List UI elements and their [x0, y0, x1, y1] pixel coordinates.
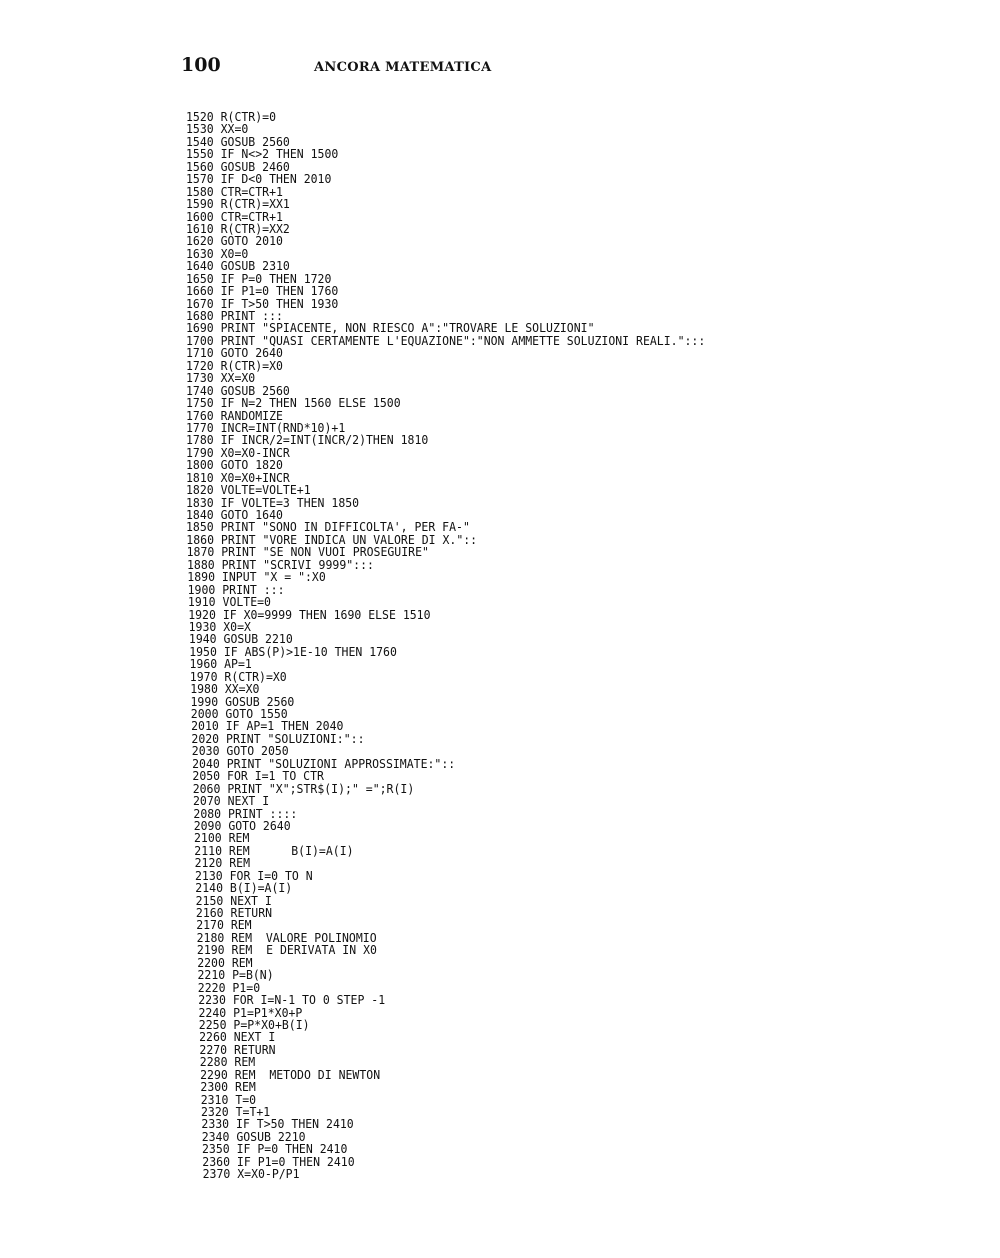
code-line: 2320 T=T+1 — [201, 1104, 271, 1119]
code-line: 2000 GOTO 1550 — [190, 706, 288, 721]
code-line: 2360 IF P1=0 THEN 2410 — [202, 1153, 355, 1169]
code-line: 2010 IF AP=1 THEN 2040 — [191, 718, 344, 734]
code-line: 1890 INPUT "X = ":X0 — [187, 569, 326, 585]
running-head: ANCORA MATEMATICA — [314, 60, 492, 75]
code-line: 1620 GOTO 2010 — [186, 233, 283, 249]
code-line: 1540 GOSUB 2560 — [186, 133, 290, 149]
code-line: 2020 PRINT "SOLUZIONI:":: — [191, 730, 365, 746]
code-line: 2190 REM E DERIVATA IN X0 — [196, 942, 377, 958]
code-line: 1990 GOSUB 2560 — [190, 693, 295, 709]
code-line: 2340 GOSUB 2210 — [201, 1128, 306, 1144]
code-line: 2230 FOR I=N-1 TO 0 STEP -1 — [198, 992, 386, 1008]
code-line: 2070 NEXT I — [193, 793, 270, 809]
code-line: 1830 IF VOLTE=3 THEN 1850 — [186, 494, 360, 510]
code-line: 1980 XX=X0 — [190, 681, 260, 697]
code-line: 2220 P1=0 — [197, 979, 261, 995]
code-line: 2100 REM — [194, 830, 250, 846]
code-line: 1550 IF N<>2 THEN 1500 — [186, 146, 339, 162]
code-line: 2350 IF P=0 THEN 2410 — [202, 1141, 348, 1157]
code-line: 2210 P=B(N) — [197, 967, 274, 983]
code-line: 2030 GOTO 2050 — [191, 743, 289, 759]
code-line: 2110 REM B(I)=A(I) — [194, 842, 354, 858]
code-line: 1930 X0=X — [188, 618, 251, 634]
code-line: 2120 REM — [194, 855, 251, 871]
code-line: 1560 GOSUB 2460 — [186, 158, 290, 174]
code-listing — [186, 111, 750, 1181]
code-line: 1660 IF P1=0 THEN 1760 — [186, 283, 339, 299]
code-line: 1730 XX=X0 — [186, 370, 256, 386]
code-line: 1820 VOLTE=VOLTE+1 — [186, 482, 311, 498]
code-line: 1950 IF ABS(P)>1E-10 THEN 1760 — [189, 643, 397, 659]
code-line: 2040 PRINT "SOLUZIONI APPROSSIMATE:":: — [192, 755, 456, 771]
code-line: 2330 IF T>50 THEN 2410 — [201, 1116, 354, 1132]
code-line: 2050 FOR I=1 TO CTR — [192, 768, 324, 784]
code-line: 1740 GOSUB 2560 — [186, 382, 290, 398]
code-line: 1960 AP=1 — [189, 656, 252, 672]
code-line: 2270 RETURN — [199, 1041, 276, 1057]
code-line: 1870 PRINT "SE NON VUOI PROSEGUIRE" — [186, 544, 429, 560]
code-line: 1710 GOTO 2640 — [186, 345, 283, 361]
code-line: 1940 GOSUB 2210 — [188, 631, 293, 647]
code-line: 2250 P=P*X0+B(I) — [198, 1016, 310, 1032]
code-line: 1640 GOSUB 2310 — [186, 258, 290, 274]
code-line: 1880 PRINT "SCRIVI 9999"::: — [187, 556, 374, 572]
code-line: 2200 REM — [197, 954, 253, 970]
code-line: 1920 IF X0=9999 THEN 1690 ELSE 1510 — [188, 606, 431, 622]
code-line: 1900 PRINT ::: — [187, 581, 285, 597]
code-line: 1570 IF D<0 THEN 2010 — [186, 171, 332, 187]
code-line: 1600 CTR=CTR+1 — [186, 208, 283, 224]
code-line: 1630 X0=0 — [186, 245, 249, 261]
code-line: 2290 REM METODO DI NEWTON — [200, 1066, 381, 1082]
code-line: 1970 R(CTR)=X0 — [189, 668, 287, 684]
code-line: 1850 PRINT "SONO IN DIFFICOLTA', PER FA-" — [186, 519, 470, 535]
code-line: 1780 IF INCR/2=INT(INCR/2)THEN 1810 — [186, 432, 429, 448]
code-line: 1760 RANDOMIZE — [186, 407, 283, 423]
code-line: 1800 GOTO 1820 — [186, 457, 283, 473]
code-line: 1680 PRINT ::: — [186, 308, 283, 323]
code-line: 2060 PRINT "X";STR$(I);" =";R(I) — [192, 780, 415, 796]
code-line: 1670 IF T>50 THEN 1930 — [186, 295, 339, 311]
code-line: 1750 IF N=2 THEN 1560 ELSE 1500 — [186, 395, 401, 411]
code-line: 2140 B(I)=A(I) — [195, 880, 293, 896]
code-line: 1650 IF P=0 THEN 1720 — [186, 270, 332, 286]
code-line: 2160 RETURN — [195, 905, 273, 920]
code-line: 1840 GOTO 1640 — [186, 507, 283, 522]
code-line: 2260 NEXT I — [199, 1029, 276, 1045]
code-line: 1860 PRINT "VORE INDICA UN VALORE DI X.":: — [186, 531, 478, 547]
code-line: 2370 X=X0-P/P1 — [202, 1166, 300, 1182]
code-line: 1530 XX=0 — [186, 121, 249, 137]
code-line: 2180 REM VALORE POLINOMIO — [196, 929, 377, 945]
code-line: 1910 VOLTE=0 — [187, 594, 271, 610]
code-line: 1580 CTR=CTR+1 — [186, 183, 283, 199]
code-line: 2240 P1=P1*X0+P — [198, 1004, 303, 1020]
code-line: 1700 PRINT "QUASI CERTAMENTE L'EQUAZIONE":"NON AMMETTE SOLUZIONI REALI."::: — [186, 332, 706, 348]
code-line: 2310 T=0 — [200, 1091, 257, 1107]
code-line: 2150 NEXT I — [195, 892, 272, 908]
code-line: 2090 GOTO 2640 — [193, 817, 291, 833]
code-line: 1590 R(CTR)=XX1 — [186, 196, 290, 212]
code-line: 1690 PRINT "SPIACENTE, NON RIESCO A":"TROVARE LE SOLUZIONI" — [186, 320, 595, 336]
code-line: 2280 REM — [199, 1054, 256, 1070]
code-line: 1610 R(CTR)=XX2 — [186, 220, 290, 236]
code-line: 1520 R(CTR)=0 — [186, 109, 277, 124]
code-line: 2080 PRINT :::: — [193, 805, 298, 821]
code-line: 2300 REM — [200, 1079, 256, 1095]
code-line: 2130 FOR I=0 TO N — [195, 867, 313, 883]
code-line: 1720 R(CTR)=X0 — [186, 357, 283, 373]
code-line: 1790 X0=X0-INCR — [186, 444, 290, 460]
code-line: 2170 REM — [196, 917, 252, 933]
code-line: 1810 X0=X0+INCR — [186, 469, 290, 485]
code-line: 1770 INCR=INT(RND*10)+1 — [186, 419, 346, 435]
page-number: 100 — [181, 54, 221, 76]
